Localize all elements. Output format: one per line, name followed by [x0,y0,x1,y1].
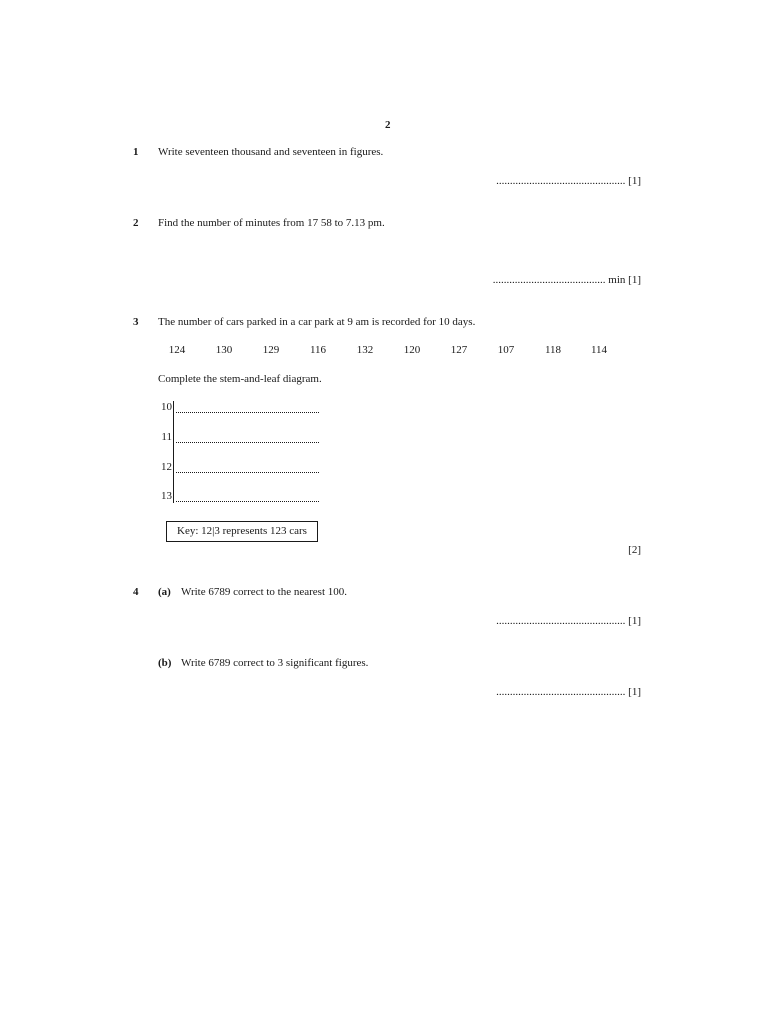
question-1-answer-line[interactable]: ............................................... [1] [496,175,641,187]
part-b-label: (b) [158,657,172,669]
data-value: 129 [262,344,280,356]
part-a-answer-line[interactable]: ............................................... [1] [496,615,641,627]
stem-label: 10 [161,401,172,413]
leaf-answer-line[interactable] [176,412,319,413]
data-value: 124 [168,344,186,356]
leaf-answer-line[interactable] [176,501,319,502]
question-1-text: Write seventeen thousand and seventeen in figures. [158,146,384,158]
question-3-marks: [2] [628,544,641,556]
data-value: 120 [403,344,421,356]
part-b-text: Write 6789 correct to 3 significant figures. [181,657,369,669]
data-value: 130 [215,344,233,356]
question-2-text: Find the number of minutes from 17 58 to 7.13 pm. [158,217,385,229]
data-value: 114 [590,344,608,356]
stem-label: 12 [161,461,172,473]
question-3-instruction: Complete the stem-and-leaf diagram. [158,373,322,385]
leaf-answer-line[interactable] [176,442,319,443]
part-a-text: Write 6789 correct to the nearest 100. [181,586,348,598]
data-value: 118 [544,344,562,356]
part-b-answer-line[interactable]: ............................................... [1] [496,686,641,698]
stem-label: 11 [161,431,172,443]
leaf-answer-line[interactable] [176,472,319,473]
diagram-key: Key: 12|3 represents 123 cars [166,521,318,542]
stem-label: 13 [161,490,172,502]
question-1-number: 1 [133,146,139,158]
question-2-answer-line[interactable]: ......................................... min [1] [492,274,641,286]
data-value: 107 [497,344,515,356]
data-value: 116 [309,344,327,356]
question-3-text: The number of cars parked in a car park at 9 am is recorded for 10 days. [158,316,476,328]
part-a-label: (a) [158,586,171,598]
question-4-number: 4 [133,586,139,598]
question-2-number: 2 [133,217,139,229]
data-value: 132 [356,344,374,356]
page-number: 2 [385,119,391,131]
data-value: 127 [450,344,468,356]
question-3-number: 3 [133,316,139,328]
stem-divider-line [173,401,174,503]
